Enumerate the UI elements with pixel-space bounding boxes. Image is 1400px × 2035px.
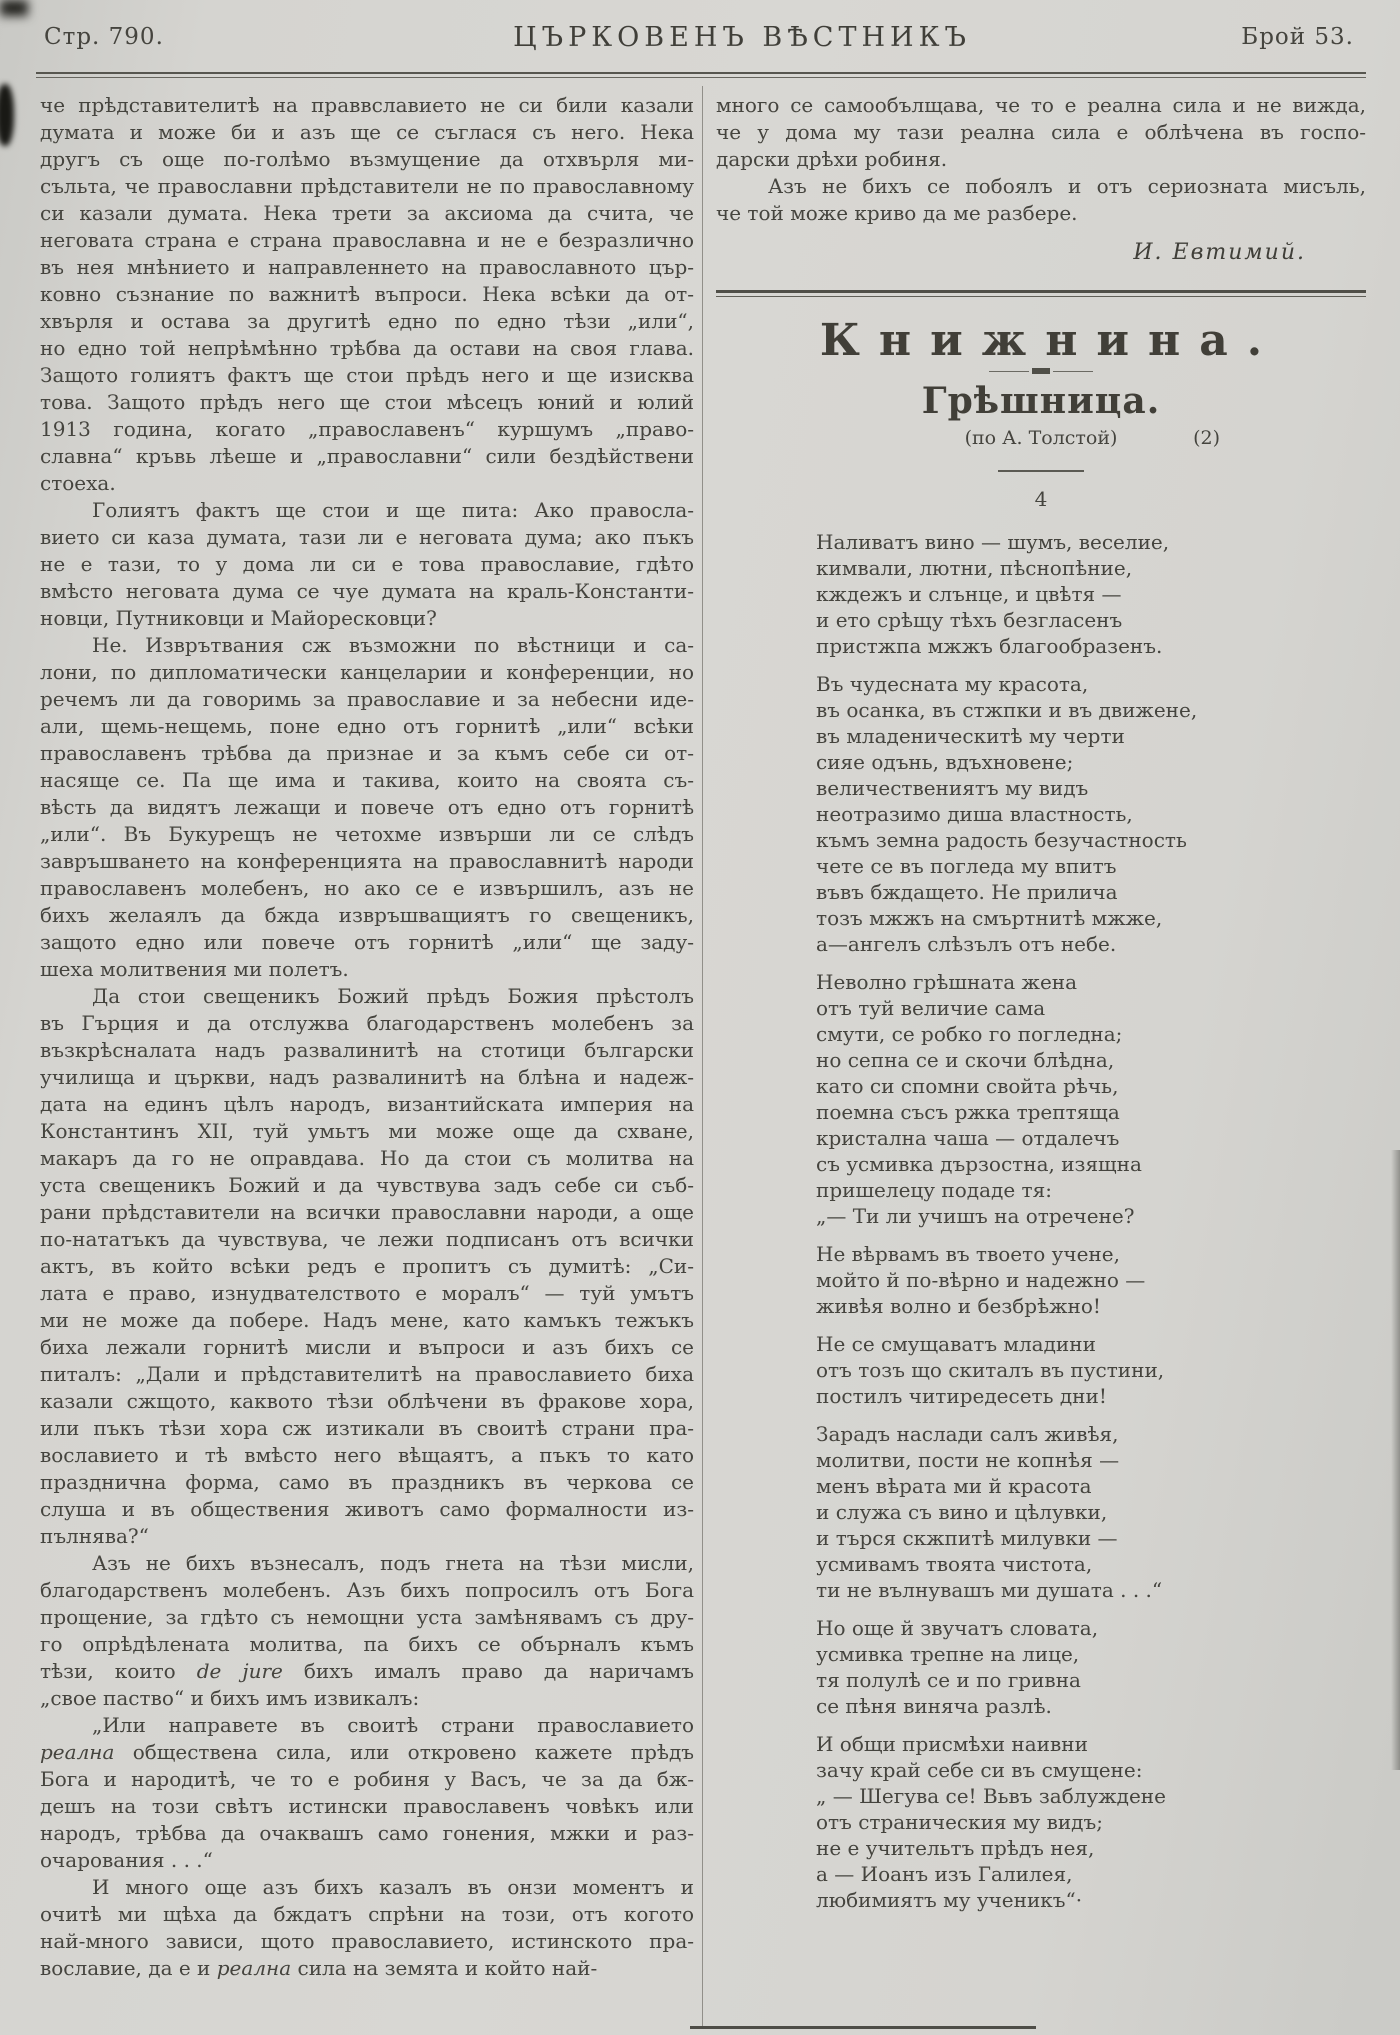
poem-line: и ето срѣщу тѣхъ безгласенъ [816,608,1123,632]
text-line: Азъ не бихъ възнесалъ, подъ гнета на тѣзи мисли, [92,1551,694,1575]
text-line: актъ, въ който всѣки редъ е пропитъ съ думитѣ: „Си- [40,1254,694,1278]
text-line: питалъ: „Дали и прѣдставителитѣ на православието биха [40,1362,694,1386]
text-line: Защото голиятъ фактъ ще стои прѣдъ него и ще изисква [40,363,694,387]
poem-line: постилъ читиредесеть дни! [816,1384,1107,1408]
text-line: не е тази, то у дома ли си е това православие, гдѣто [40,552,694,576]
text-line: казали сжщото, каквото тѣзи облѣчени въ фракове хора, [40,1389,694,1413]
header-rule [36,72,1366,78]
text-line: думата и може би и азъ ще се съглася съ него. Нека [40,120,694,144]
poem-line: отъ тозъ що скиталъ въ пустини, [816,1358,1165,1382]
poem-line: усмивка трепне на лице, [816,1642,1080,1666]
text-line: че у дома му тази реална сила е облѣчена въ госпо- [716,120,1366,144]
poem-line: Наливатъ вино — шумъ, веселие, [816,530,1170,554]
poem-line: „— Ти ли учишъ на отречене? [816,1204,1135,1228]
poem-stanza [816,1241,1366,1319]
poem-line: сияе одънь, вдъхновене; [816,750,1074,774]
text-line: вмѣсто неговата дума се чуе думата на краль-Константи- [40,579,694,603]
poem-line: неотразимо диша властность, [816,802,1133,826]
text-line: че прѣдставителитѣ на праввславието не си били казали [40,93,694,117]
text-line: вославие, да е и реална сила на земята и който най- [40,1956,598,1980]
poem-line: но сепна се и скочи блѣдна, [816,1048,1115,1072]
text-line: че той може криво да ме разбере. [716,201,1078,225]
ornament-line [1053,371,1093,372]
text-line: очарования . . .“ [40,1848,213,1872]
paragraph [40,92,694,497]
poem-line: кристална чаша — отдалечъ [816,1126,1120,1150]
text-line: „или“. Въ Букурещъ не четохме извърши ли се слѣдъ [40,822,694,846]
poem-line: като си спомни свойта рѣчь, [816,1074,1119,1098]
bottom-rule-fragment [690,2026,1036,2029]
text-line: много се самообълщава, че то е реална сила и не вижда, [716,93,1366,117]
poem-line: въ осанка, въ стжпки и въ движене, [816,698,1198,722]
poem-line: „ — Шегува се! Вьвъ заблуждене [816,1784,1166,1808]
paragraph [40,1550,694,1712]
text-line: неговата страна е страна православна и не е безразлично [40,228,694,252]
poem-stanza [816,1731,1366,1913]
poem-line: И общи присмѣхи наивни [816,1732,1088,1756]
poem-body [816,529,1366,1913]
poem-line: въвъ бждащето. Не прилича [816,880,1118,904]
text-line: Бога и народитѣ, че то е робиня у Васъ, че за да бж- [40,1767,694,1791]
text-line: речемъ ли да говоримь за православие и за небесни иде- [40,687,694,711]
text-line: възкрѣсналата надъ развалинитѣ на стотици български [40,1038,694,1062]
text-line: си казали думата. Нека трети за аксиома да счита, че [40,201,694,225]
text-line: другъ съ още по-голѣмо възмущение да отхвърля ми- [40,147,694,171]
text-line: въ нея мнѣнието и направленнето на православното цър- [40,255,694,279]
text-line: прощение, за гдѣто съ немощни уста замѣнявамъ съ дру- [40,1605,694,1629]
poem-stanza [816,1331,1366,1409]
poem-line: не е учительтъ прѣдъ нея, [816,1836,1095,1860]
text-line: най-много зависи, щото православието, истинското пра- [40,1929,694,1953]
section-heading: Книжнина. [819,315,1282,366]
poem-line: любимиятъ му ученикъ“· [816,1888,1083,1912]
text-line: Голиятъ фактъ ще стои и ще пита: Ако правосла- [92,498,694,522]
text-line: дарски дрѣхи робиня. [716,147,948,171]
newspaper-title: ЦЪРКОВЕНЪ ВѢСТНИКЪ [513,22,971,53]
poem-line: къмъ земна радость безучастность [816,828,1187,852]
paragraph [40,983,694,1550]
text-line: празднична форма, само въ праздникъ въ черкова се [40,1470,694,1494]
ornament-line [989,371,1029,372]
text-line: ковно съзнание по важнитѣ въпроси. Нека всѣки да от- [40,282,694,306]
small-divider [998,470,1084,472]
poem-line: ти не вълнувашъ ми душата . . .“ [816,1578,1163,1602]
poem-line: а—ангелъ слѣзълъ отъ небе. [816,932,1117,956]
text-line: го опрѣдѣлената молитва, па бихъ се обърналъ къмъ [40,1632,694,1656]
poem-line: величествениятъ му видъ [816,776,1089,800]
poem-stanza [816,1421,1366,1603]
poem-line: Зарадъ наслади салъ живѣя, [816,1422,1119,1446]
left-column [40,92,694,1982]
poem-stanza [816,529,1366,659]
paragraph [40,497,694,632]
poem-line: Не се смущаватъ младини [816,1332,1096,1356]
text-line: Константинъ XII, туй умьтъ ми може още да схване, [40,1119,694,1143]
text-line: бихъ желаялъ да бжда извръшващиятъ го свещеникъ, [40,903,694,927]
text-line: училища и църкви, надъ развалинитѣ на блѣна и надеж- [40,1065,694,1089]
text-line: или пъкъ тѣзи хора сж изтикали въ своитѣ страни пра- [40,1416,694,1440]
text-line: Азъ не бихъ се побоялъ и отъ сериозната мисъль, [768,174,1366,198]
article-continuation [716,92,1366,227]
text-line: 1913 година, когато „православенъ“ куршумъ „право- [40,417,694,441]
poem-line: и служа съ вино и цѣлувки, [816,1500,1108,1524]
text-line: И много още азъ бихъ казалъ въ онзи моментъ и [92,1875,694,1899]
text-line: но едно той непрѣмѣнно трѣбва да остави на своя глава. [40,336,694,360]
text-line: шеха молитвения ми полетъ. [40,957,349,981]
part-number: (2) [1193,427,1220,449]
text-line: хвърля и остава за другитѣ едно по едно тѣзи „или“, [40,309,694,333]
poem-title: Грѣшница. [921,380,1161,422]
text-line: защото едно или повече отъ горнитѣ „или“ ще заду- [40,930,694,954]
text-line: дешъ на този свѣтъ истински православенъ човѣкъ или [40,1794,694,1818]
poem-line: пристжпа мжжъ благообразенъ. [816,634,1163,658]
poem-line: зачу край себе си въ смущене: [816,1758,1143,1782]
text-line: дата на единъ цѣлъ народъ, византийската империя на [40,1092,694,1116]
poem-line: мойто й по-вѣрно и надежно — [816,1268,1146,1292]
text-line: благодарственъ молебенъ. Азъ бихъ попросилъ отъ Бога [40,1578,694,1602]
text-line: пълнява?“ [40,1524,149,1548]
poem-line: менъ вѣрата ми й красота [816,1474,1092,1498]
text-line: новци, Путниковци и Майоресковци? [40,606,437,630]
poem-stanza [816,969,1366,1229]
text-line: това. Защото прѣдъ него ще стои мѣсецъ юний и юлий [40,390,694,414]
text-line: насяще се. Па ще има и такива, които на своята съ- [40,768,694,792]
poem-byline: (по А. Толстой) [964,427,1118,449]
paragraph [716,92,1366,173]
stanza-number: 4 [1034,487,1048,511]
poem-line: пришелецу подаде тя: [816,1178,1052,1202]
text-line: тѣзи, които de jure бихъ ималъ право да наричамъ [40,1659,694,1683]
poem-line: тозъ мжжъ на смъртнитѣ мжже, [816,906,1163,930]
poem-line: кждежъ и слънце, и цвѣтя — [816,582,1122,606]
text-line: Не. Изврътвания сж възможни по вѣстници и са- [92,633,694,657]
poem-line: Не вѣрвамъ въ твоето учене, [816,1242,1120,1266]
paragraph [40,1712,694,1874]
poem-line: поемна съсъ ржка трептяща [816,1100,1120,1124]
text-line: „Или направете въ своитѣ страни православието [92,1713,694,1737]
poem-line: отъ страническия му видъ; [816,1810,1103,1834]
poem-line: и търся скжпитѣ милувки — [816,1526,1118,1550]
paragraph [40,632,694,983]
text-line: лата е право, изнудвателството е моралъ“ — туй умътъ [40,1281,694,1305]
paper-smudge [0,0,28,16]
ornament-block [1032,368,1050,374]
page-number-label: Стр. 790. [44,24,164,50]
text-line: лони, по дипломатически канцеларии и конференции, но [40,660,694,684]
poem-line: Неволно грѣшната жена [816,970,1078,994]
text-line: реална обществена сила, или откровено кажете прѣдъ [40,1740,694,1764]
text-line: уста свещеникъ Божий и да чувствува задъ себе си съб- [40,1173,694,1197]
text-line: очитѣ ми щѣха да бждатъ спрѣни на този, отъ когото [40,1902,694,1926]
text-line: слуша и въ обществения животъ само формалности из- [40,1497,694,1521]
text-line: вѣсть да видятъ лежащи и повече отъ едно отъ горнитѣ [40,795,694,819]
text-line: православенъ молебенъ, но ако се е извършилъ, азъ не [40,876,694,900]
text-line: народъ, трѣбва да очаквашъ само гонения, мжки и раз- [40,1821,694,1845]
poem-line: усмивамъ твоята чистота, [816,1552,1093,1576]
poem-stanza [816,1615,1366,1719]
text-line: Да стои свещеникъ Божий прѣдъ Божия прѣстолъ [92,984,694,1008]
text-line: рани прѣдставители на всички православни народи, а още [40,1200,694,1224]
text-line: вославието и тѣ вмѣсто него вѣщаятъ, а пъкъ то като [40,1443,694,1467]
poem-line: въ младеническитѣ му черти [816,724,1125,748]
byline-row [716,425,1366,452]
poem-line: чете се въ погледа му впитъ [816,854,1117,878]
poem-line: живѣя волно и безбрѣжно! [816,1294,1101,1318]
paragraph [40,1874,694,1982]
text-line: завръшването на конференцията на православнитѣ народи [40,849,694,873]
text-line: макаръ да го не оправдава. Но да стои съ молитва на [40,1146,694,1170]
issue-number-label: Брой 53. [1241,24,1354,50]
paragraph [716,173,1366,227]
text-line: али, щемь-нещемь, поне едно отъ горнитѣ „или“ всѣки [40,714,694,738]
poem-line: молитви, пости не копнѣя — [816,1448,1120,1472]
poem-line: се пѣня виняча разлѣ. [816,1694,1052,1718]
text-line: ми не може да побере. Надъ мене, като камъкъ тежъкъ [40,1308,694,1332]
text-line: по-нататъкъ да чувствува, че лежи подписанъ отъ всички [40,1227,694,1251]
poem-line: Но още й звучатъ словата, [816,1616,1099,1640]
text-line: славна“ кръвь лѣеше и „православни“ сили бездѣйствени [40,444,694,468]
poem-line: тя полулѣ се и по гривна [816,1668,1081,1692]
column-divider [702,86,703,2027]
text-line: православенъ трѣбва да признае и за къмъ себе си от- [40,741,694,765]
text-line: биха лежали горнитѣ мисли и въпроси и азъ бихъ се [40,1335,694,1359]
poem-stanza [816,671,1366,957]
poem-line: отъ туй величие сама [816,996,1046,1020]
right-column [716,92,1366,1925]
ornament-divider [716,368,1366,374]
poem-line: смути, се робко го погледна; [816,1022,1123,1046]
text-line: съльта, че православни прѣдставители не по православному [40,174,694,198]
section-rule [716,290,1366,297]
text-line: вието си каза думата, тази ли е неговата дума; ако пъкъ [40,525,694,549]
poem-line: а — Иоанъ изъ Галилея, [816,1862,1073,1886]
author-signature: И. Евтимий. [1133,240,1306,265]
poem-line: съ усмивка дързостна, изящна [816,1152,1142,1176]
poem-line: Въ чудесната му красота, [816,672,1089,696]
text-line: въ Гърция и да отслужва благодарственъ молебенъ за [40,1011,694,1035]
text-line: „свое паство“ и бихъ имъ извикалъ: [40,1686,420,1710]
paper-smudge [0,84,14,146]
poem-line: кимвали, лютни, пѣснопѣние, [816,556,1133,580]
text-line: стоеха. [40,471,116,495]
paper-edge-shadow [1391,1150,1400,1770]
